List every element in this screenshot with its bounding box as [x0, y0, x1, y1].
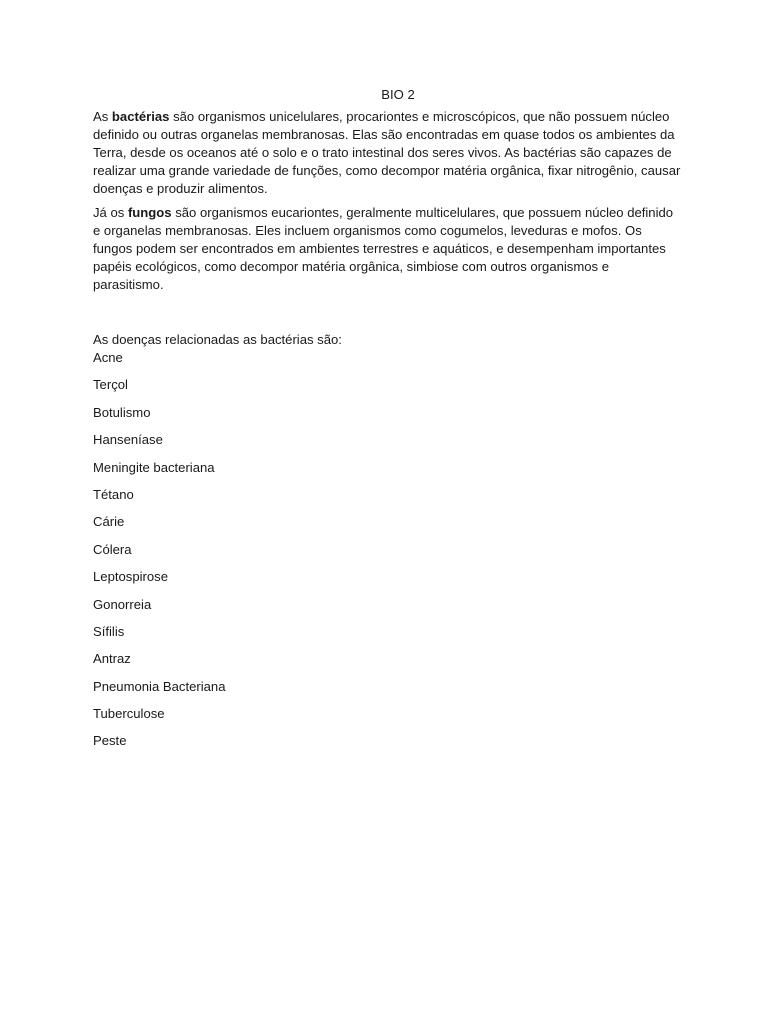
disease-item: Cárie: [93, 514, 125, 530]
disease-item: Hanseníase: [93, 432, 163, 448]
document-content: [93, 86, 683, 760]
disease-item: Acne: [93, 350, 123, 365]
disease-item: Tétano: [93, 486, 134, 502]
disease-item: Pneumonia Bacteriana: [93, 678, 226, 694]
disease-item: Sífilis: [93, 623, 125, 639]
disease-list-intro: As doenças relacionadas as bactérias são:: [93, 332, 342, 347]
disease-list: [93, 349, 683, 750]
bold-term-bacterias: bactérias: [111, 109, 170, 124]
paragraph-fungos: [93, 204, 683, 294]
disease-item: Botulismo: [93, 404, 151, 420]
disease-item: Meningite bacteriana: [93, 459, 215, 475]
document-title: BIO 2: [381, 87, 415, 102]
paragraph-bacterias: [93, 108, 683, 198]
disease-item: Antraz: [93, 651, 131, 667]
disease-item: Peste: [93, 733, 127, 749]
disease-item: Gonorreia: [93, 596, 152, 612]
paragraph-fungos-prefix: Já os: [93, 205, 128, 220]
disease-item: Cólera: [93, 541, 132, 557]
paragraph-bacterias-prefix: As: [93, 109, 112, 124]
paragraph-bacterias-body: são organismos unicelulares, procariontes e microscópicos, que não possuem núcleo definido ou outras organelas membranosas. Elas são encontradas em quase todos os ambientes da Terra, desde os oceanos até o solo e o trato intestinal dos seres vivos. As bactérias são capazes de realizar uma grande variedade de funções, como decompor matéria orgânica, fixar nitrogênio, causar doenças e produzir alimentos.: [93, 109, 681, 196]
bold-term-fungos: fungos: [127, 205, 172, 220]
paragraph-fungos-body: são organismos eucariontes, geralmente multicelulares, que possuem núcleo definido e organelas membranosas. Eles incluem organismos como cogumelos, leveduras e mofos. Os fungos podem ser encontrados em ambientes terrestres e aquáticos, e desempenham importantes papéis ecológicos, como decompor matéria orgânica, simbiose com outros organismos e parasitismo.: [93, 205, 674, 292]
disease-item: Tuberculose: [93, 706, 165, 722]
disease-item: Terçol: [93, 377, 128, 393]
blank-line: [93, 300, 683, 331]
disease-item: Leptospirose: [93, 569, 168, 585]
